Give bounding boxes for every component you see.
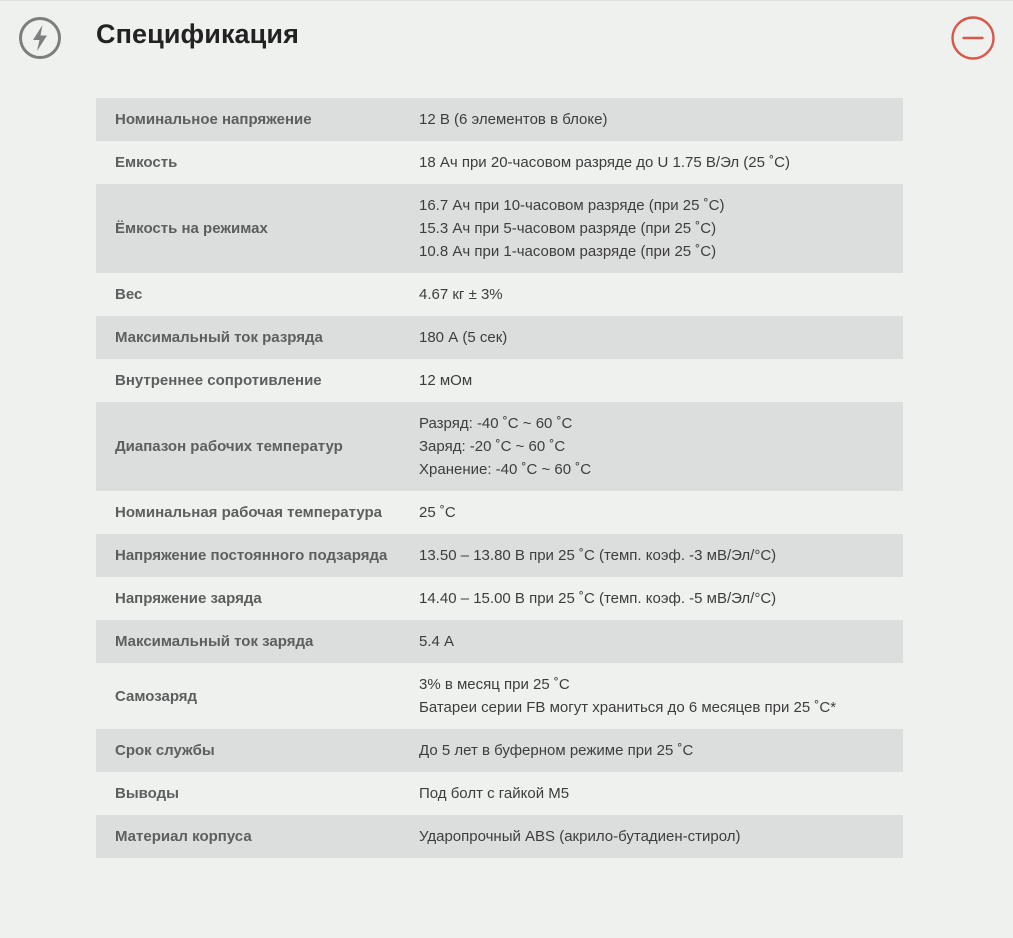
spec-value <box>419 815 903 858</box>
spec-value-line: Под болт с гайкой М5 <box>419 785 570 802</box>
spec-row <box>96 273 903 316</box>
spec-table <box>96 98 903 858</box>
spec-label: Материал корпуса <box>96 815 419 858</box>
spec-value-line: Ударопрочный ABS (акрило-бутадиен-стирол) <box>419 828 741 845</box>
spec-label: Срок службы <box>96 729 419 772</box>
spec-row <box>96 534 903 577</box>
collapse-button[interactable] <box>950 15 996 61</box>
spec-value-line: До 5 лет в буферном режиме при 25 ˚C <box>419 742 694 759</box>
spec-row <box>96 359 903 402</box>
spec-value-line: 180 А (5 сек) <box>419 329 508 346</box>
spec-value-line: 25 ˚C <box>419 504 456 521</box>
spec-label: Максимальный ток разряда <box>96 316 419 359</box>
spec-row <box>96 491 903 534</box>
lightning-icon <box>18 16 62 60</box>
spec-value <box>419 359 903 402</box>
spec-label: Максимальный ток заряда <box>96 620 419 663</box>
spec-value-line: 14.40 – 15.00 В при 25 ˚C (темп. коэф. -5 мВ/Эл/°C) <box>419 590 777 607</box>
spec-value-line: 12 мОм <box>419 372 473 389</box>
spec-row <box>96 577 903 620</box>
spec-value-line: 16.7 Ач при 10-часовом разряде (при 25 ˚C) <box>419 197 725 214</box>
minus-circle-icon <box>953 18 994 59</box>
spec-row <box>96 141 903 184</box>
spec-label: Вес <box>115 286 143 303</box>
spec-value <box>419 184 903 273</box>
spec-value <box>419 491 903 534</box>
spec-value-line: 13.50 – 13.80 В при 25 ˚C (темп. коэф. -3 мВ/Эл/°C) <box>419 547 777 564</box>
spec-label: Самозаряд <box>115 687 198 705</box>
spec-label: Диапазон рабочих температур <box>96 402 419 491</box>
spec-value <box>419 772 903 815</box>
spec-label: Ёмкость на режимах <box>96 184 419 273</box>
spec-value <box>419 141 903 184</box>
spec-value-line: Разряд: -40 ˚C ~ 60 ˚C <box>419 415 573 432</box>
spec-label: Напряжение постоянного подзаряда <box>96 534 419 577</box>
spec-value <box>419 620 903 663</box>
spec-value-line: Хранение: -40 ˚C ~ 60 ˚C <box>419 461 592 478</box>
spec-value-line: Батареи серии FB могут храниться до 6 месяцев при 25 ˚C* <box>419 699 837 716</box>
spec-row <box>96 663 903 729</box>
spec-value-line: 12 В (6 элементов в блоке) <box>419 111 608 128</box>
spec-row <box>96 98 903 141</box>
spec-value <box>419 534 903 577</box>
spec-value-line: 4.67 кг ± 3% <box>419 286 503 303</box>
spec-value <box>419 402 903 491</box>
spec-row <box>96 184 903 273</box>
spec-label: Номинальная рабочая температура <box>115 504 382 521</box>
spec-row <box>96 729 903 772</box>
spec-row <box>96 316 903 359</box>
spec-row <box>96 772 903 815</box>
spec-label: Номинальное напряжение <box>96 98 419 141</box>
spec-value <box>419 98 903 141</box>
spec-row <box>96 620 903 663</box>
spec-value-line: Заряд: -20 ˚C ~ 60 ˚C <box>419 438 566 455</box>
spec-value <box>419 577 903 620</box>
section-title: Спецификация <box>96 19 299 49</box>
spec-value <box>419 316 903 359</box>
spec-value <box>419 273 903 316</box>
spec-row <box>96 815 903 858</box>
spec-row <box>96 402 903 491</box>
spec-value-line: 18 Ач при 20-часовом разряде до U 1.75 В/Эл (25 ˚C) <box>419 154 790 171</box>
spec-label: Напряжение заряда <box>115 590 262 607</box>
spec-value <box>419 729 903 772</box>
spec-value-line: 5.4 А <box>419 633 455 650</box>
spec-value-line: 10.8 Ач при 1-часовом разряде (при 25 ˚C) <box>419 243 717 260</box>
spec-value-line: 15.3 Ач при 5-часовом разряде (при 25 ˚C) <box>419 220 717 237</box>
spec-label: Внутреннее сопротивление <box>115 372 322 389</box>
spec-label: Емкость <box>115 154 178 171</box>
spec-label: Выводы <box>115 785 179 802</box>
spec-value-line: 3% в месяц при 25 ˚C <box>419 676 570 693</box>
spec-value <box>419 663 903 729</box>
